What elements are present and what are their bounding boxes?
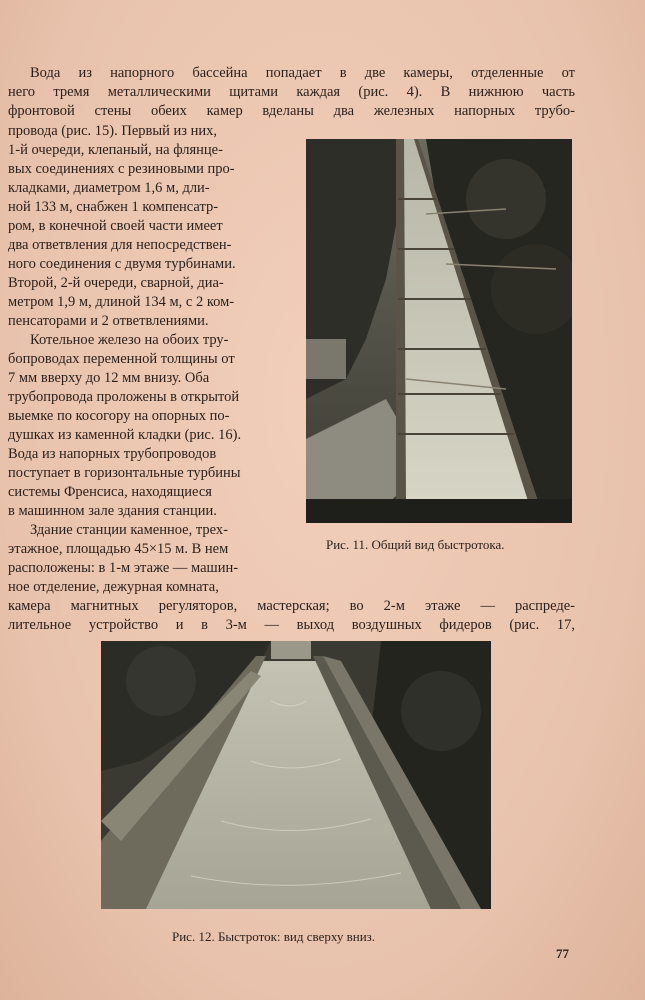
text-line: Вода из напорных трубопроводов [8,446,217,462]
figure-12-photo [101,641,491,909]
text-line: кладками, диаметром 1,6 м, дли- [8,180,210,196]
text-line: пенсаторами и 2 ответвлениями. [8,313,209,329]
text-line: Второй, 2-й очереди, сварной, диа- [8,275,224,291]
text-line: системы Френсиса, находящиеся [8,484,212,500]
text-line: душках из каменной кладки (рис. 16). [8,427,242,443]
text-line: поступает в горизонтальные турбины [8,465,241,481]
text-line: ной 133 м, снабжен 1 компенсатр- [8,199,219,215]
text-line: Вода из напорного бассейна попадает в две камеры, отделенные от [30,65,575,81]
text-line: фронтовой стены обеих камер вделаны два железных напорных трубо- [8,103,575,119]
text-line: 1-й очереди, клепаный, на флянце- [8,142,223,158]
text-line: бопроводах переменной толщины от [8,351,235,367]
text-line: ром, в конечной своей части имеет [8,218,223,234]
figure-11-caption: Рис. 11. Общий вид быстротока. [326,537,505,552]
text-line: этажное, площадью 45×15 м. В нем [8,541,229,557]
text-line: провода (рис. 15). Первый из них, [8,123,218,139]
text-line: расположены: в 1-м этаже — машин- [8,560,239,576]
text-line: метром 1,9 м, длиной 134 м, с 2 ком- [8,294,235,310]
text-line: ного соединения с двумя турбинами. [8,256,236,272]
text-line: в машинном зале здания станции. [8,503,217,519]
text-line: два ответвления для непосредствен- [8,237,232,253]
text-line: вых соединениях с резиновыми про- [8,161,235,177]
text-line: Здание станции каменное, трех- [30,522,228,538]
text-line: 7 мм вверху до 12 мм внизу. Оба [8,370,210,386]
page-number: 77 [556,946,569,961]
text-line: ное отделение, дежурная комната, [8,579,219,595]
figure-11-photo [306,139,572,523]
text-line: трубопровода проложены в открытой [8,389,240,405]
text-line: выемке по косогору на опорных по- [8,408,230,424]
text-line: Котельное железо на обоих тру- [30,332,229,348]
text-line: камера магнитных регуляторов, мастерская; во 2-м этаже — распреде- [8,598,575,614]
figure-12-caption: Рис. 12. Быстроток: вид сверху вниз. [172,929,376,944]
text-line: лительное устройство и в 3-м — выход воздушных фидеров (рис. 17, [8,617,575,633]
text-line: него тремя металлическими щитами каждая (рис. 4). В нижнюю часть [8,84,575,100]
